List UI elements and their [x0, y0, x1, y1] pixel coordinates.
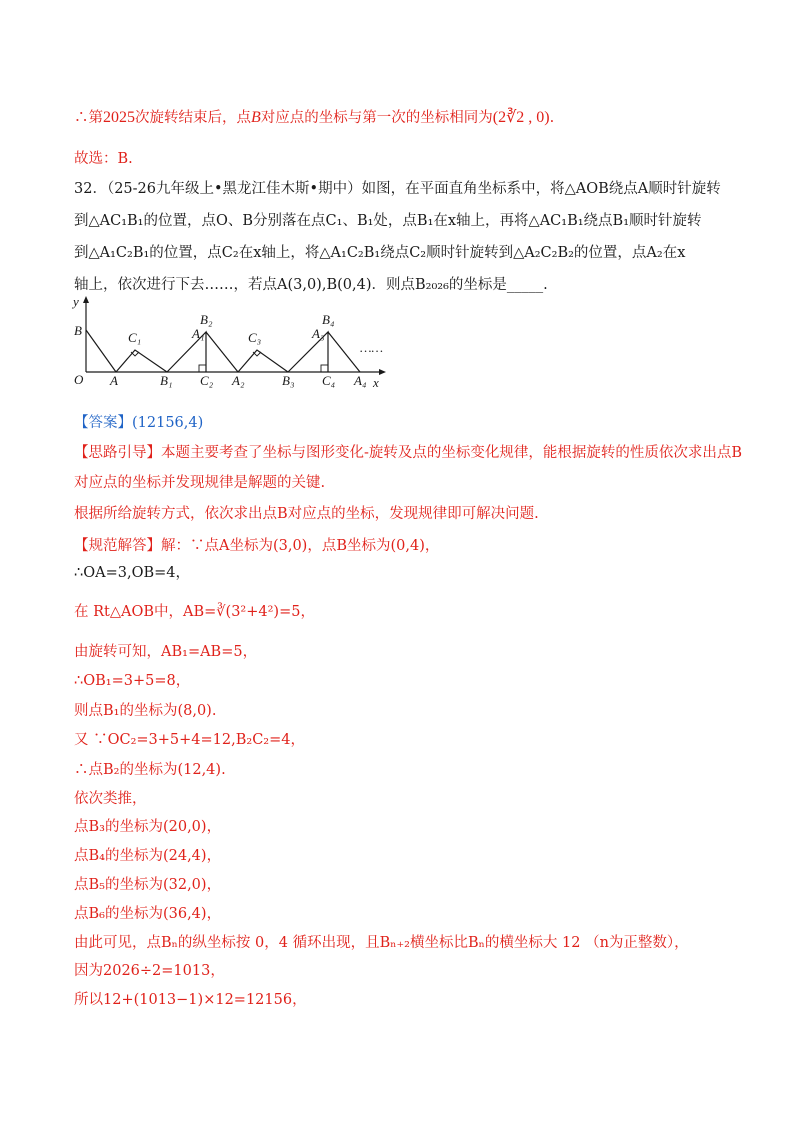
- question-32-line-1: 32．（25-26九年级上•黑龙江佳木斯•期中）如图，在平面直角坐标系中，将△AOB绕点A顺时针旋转: [74, 181, 721, 197]
- label-A2: A₂: [232, 373, 245, 388]
- hint-line-2: 对应点的坐标并发现规律是解题的关键.: [74, 475, 326, 491]
- y-axis-label: y: [73, 294, 79, 309]
- solution-line-5: ∴OB₁=3+5=8，: [74, 673, 191, 689]
- diagram-ellipsis: ……: [360, 340, 384, 355]
- label-B4: B₄: [322, 312, 335, 327]
- origin-label: O: [74, 372, 84, 387]
- answer-line: 【答案】(12156,4): [74, 415, 204, 431]
- label-A: A: [110, 373, 118, 388]
- label-C1: C₁: [128, 330, 142, 345]
- solution-line-11: 点B₄的坐标为(24,4)，: [74, 848, 222, 864]
- label-B: B: [74, 323, 82, 338]
- label-A1: A₁: [192, 326, 205, 341]
- solution-line-13: 点B₆的坐标为(36,4)，: [74, 906, 222, 922]
- label-C3: C₃: [248, 330, 262, 345]
- solution-line-2: ∴OA=3,OB=4，: [74, 565, 190, 581]
- hint-line-1: 【思路引导】本题主要考查了坐标与图形变化-旋转及点的坐标变化规律，能根据旋转的性质依次求出点B: [74, 445, 743, 461]
- label-B2: B₂: [200, 312, 213, 327]
- label-C2: C₂: [200, 373, 214, 388]
- solution-line-9: 依次类推，: [74, 791, 147, 807]
- question-32-line-4: 轴上，依次进行下去……，若点A(3,0),B(0,4)．则点B₂₀₂₆的坐标是_____.: [74, 277, 548, 293]
- solution-line-3: 在 Rt△AOB中，AB=∛(3²+4²)=5，: [74, 604, 315, 620]
- solution-line-15: 因为2026÷2=1013，: [74, 963, 225, 979]
- solution-line-7: 又 ∵OC₂=3+5+4=12,B₂C₂=4，: [74, 732, 305, 748]
- label-C4: C₄: [322, 373, 336, 388]
- solution-line-1: 【规范解答】解：∵点A坐标为(3,0)，点B坐标为(0,4)，: [74, 538, 440, 554]
- solution-line-8: ∴点B₂的坐标为(12,4).: [74, 762, 226, 778]
- solution-line-10: 点B₃的坐标为(20,0)，: [74, 819, 222, 835]
- question-32-line-2: 到△AC₁B₁的位置，点O、B分别落在点C₁、B₁处，点B₁在x轴上，再将△AC₁B₁绕点B₁顺时针旋转: [74, 213, 702, 229]
- solution-line-4: 由旋转可知，AB₁=AB=5，: [74, 644, 258, 660]
- solution-line-12: 点B₅的坐标为(32,0)，: [74, 877, 222, 893]
- solution-line-6: 则点B₁的坐标为(8,0).: [74, 703, 217, 719]
- question-32-line-3: 到△A₁C₂B₁的位置，点C₂在x轴上，将△A₁C₂B₁绕点C₂顺时针旋转到△A₂C₂B₂的位置，点A₂在x: [74, 245, 686, 261]
- solution-line-14: 由此可见，点Bₙ的纵坐标按 0，4 循环出现，且Bₙ₊₂横坐标比Bₙ的横坐标大 12 （n为正整数），: [74, 935, 689, 951]
- hint-line-3: 根据所给旋转方式，依次求出点B对应点的坐标，发现规律即可解决问题.: [74, 506, 539, 522]
- label-B3: B₃: [282, 373, 295, 388]
- answer-choice-line: 故选：B.: [74, 151, 133, 167]
- label-A4: A₄: [354, 373, 367, 388]
- rotation-diagram: [70, 294, 400, 390]
- conclusion-line: ∴第2025次旋转结束后，点B对应点的坐标与第一次的坐标相同为(2∛2 , 0).: [74, 109, 555, 126]
- solution-line-16: 所以12+(1013−1)×12=12156，: [74, 992, 307, 1008]
- x-axis-label: x: [373, 375, 379, 390]
- label-B1: B₁: [160, 373, 173, 388]
- label-A3: A₃: [312, 326, 325, 341]
